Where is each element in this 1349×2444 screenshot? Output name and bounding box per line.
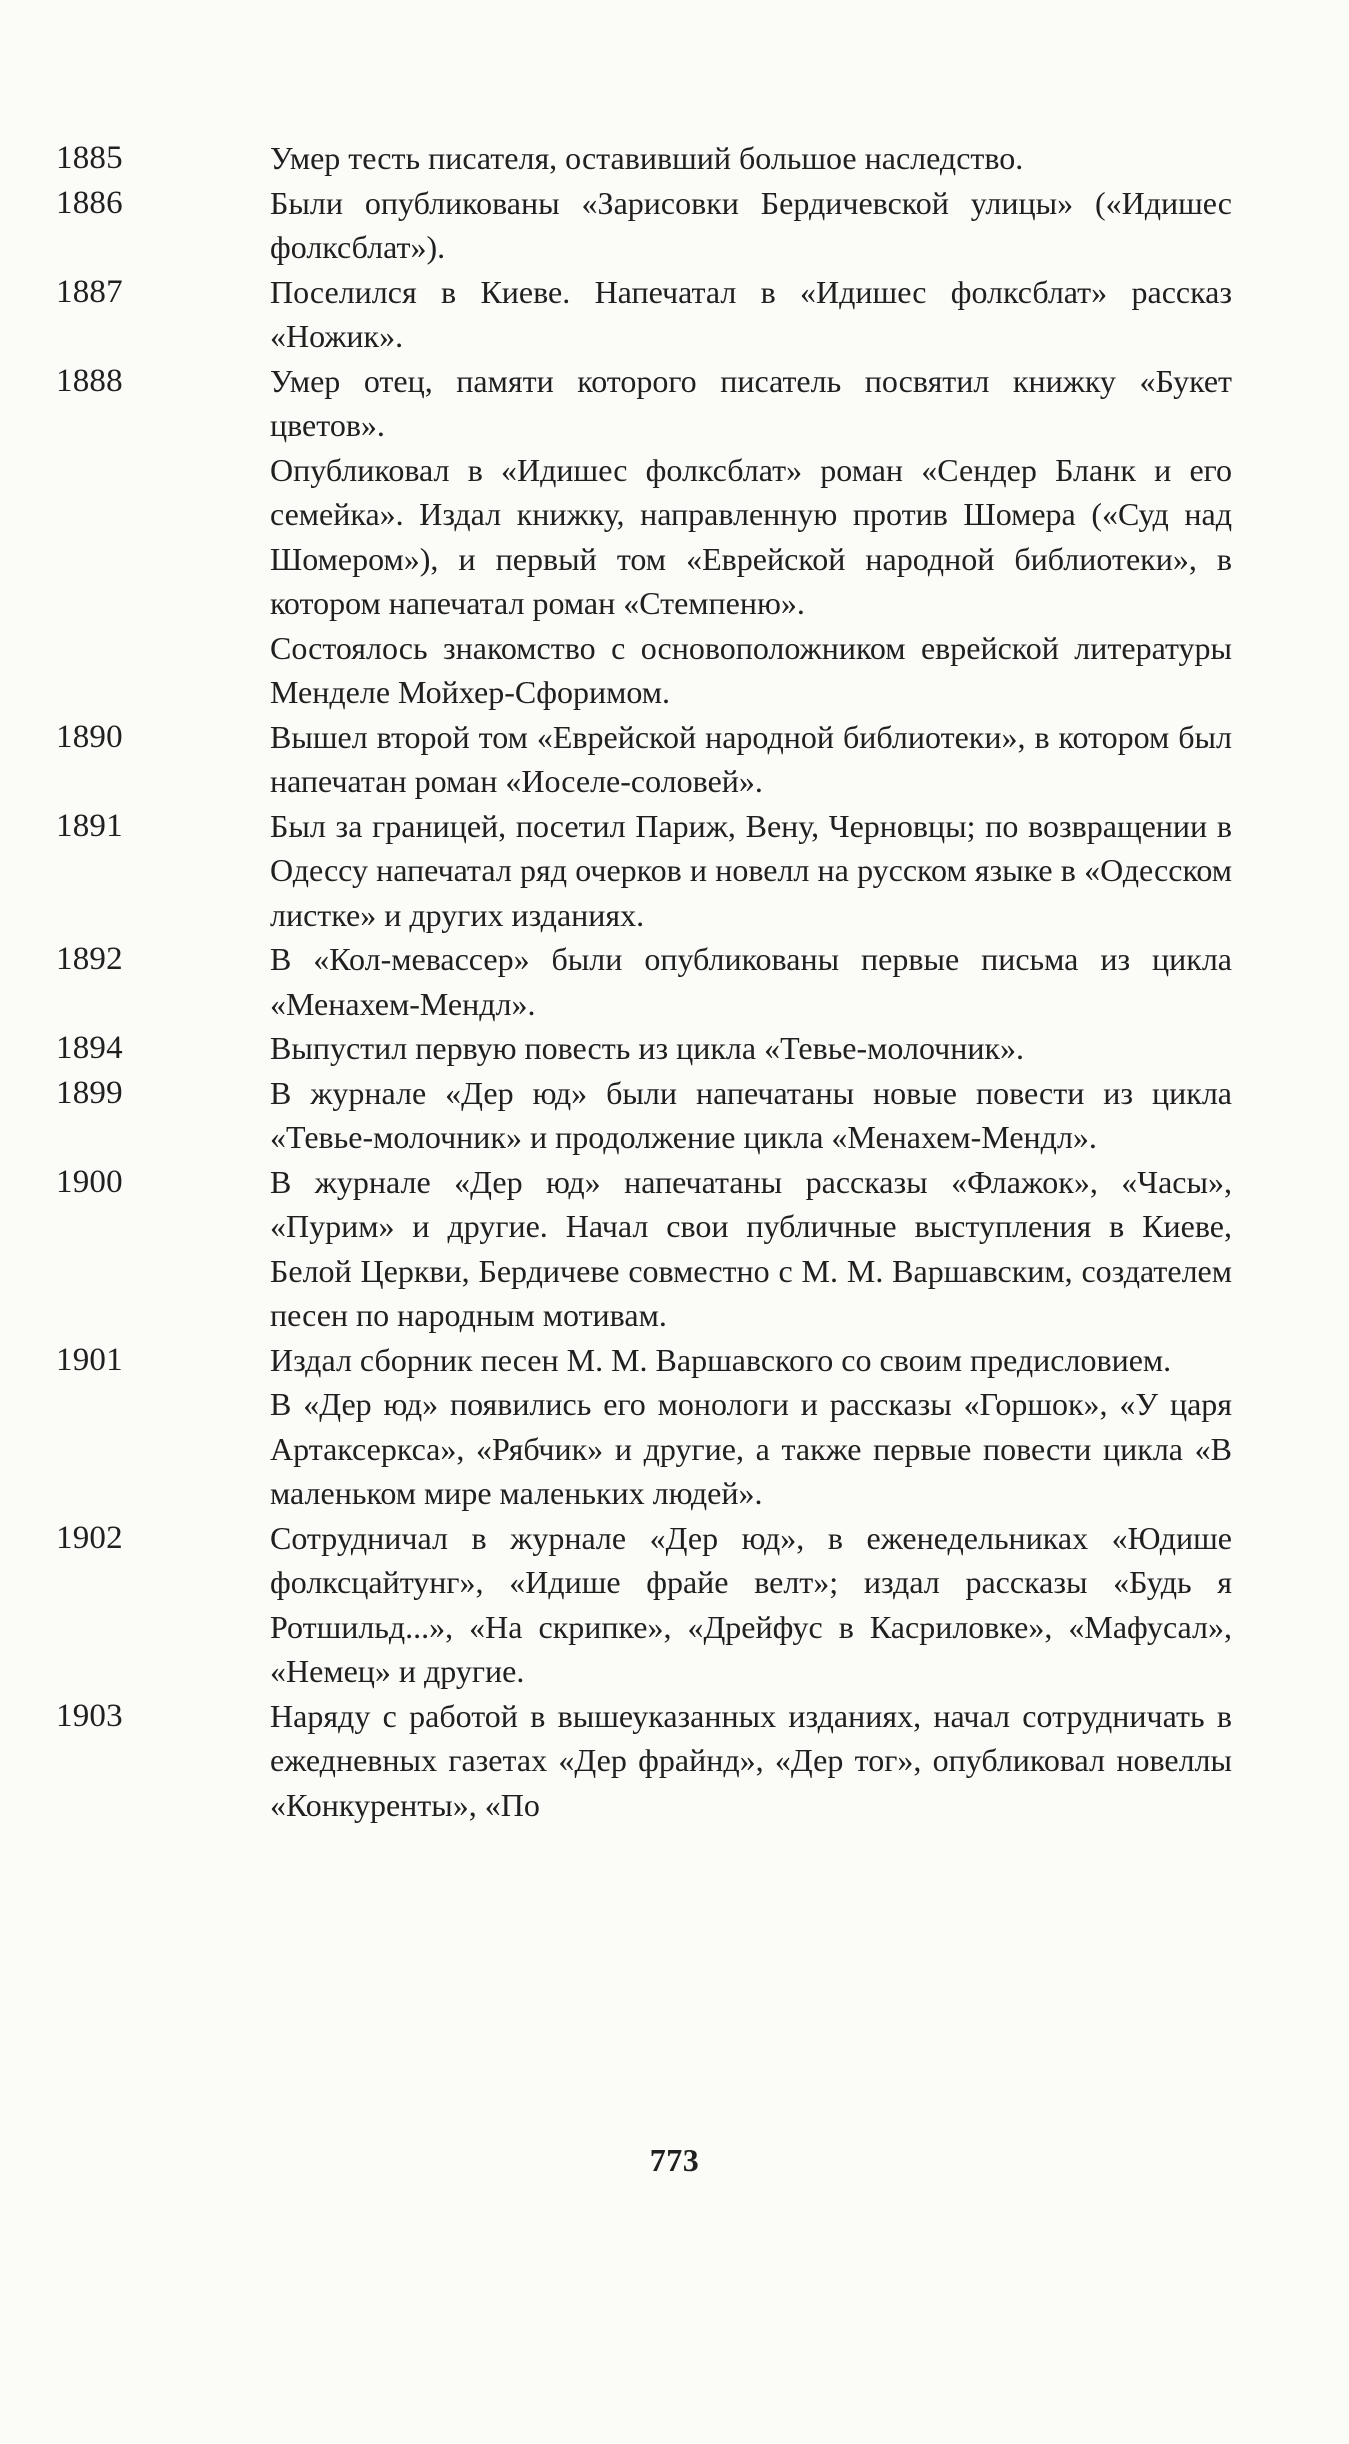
entry-paragraph: В журнале «Дер юд» напечатаны рассказы «Флажок», «Часы», «Пурим» и другие. Начал свои публичные выступления в Киеве, Белой Церкви, Бердичеве совместно с М. М. Варшавским, создателем песен по народным мотивам. <box>270 1163 1232 1333</box>
entry-paragraph: Наряду с работой в вышеуказанных изданиях, начал сотрудничать в ежедневных газетах «Дер фрайнд», «Дер тог», опубликовал новеллы «Конкуренты», «По <box>270 1697 1232 1823</box>
chronology-entry <box>56 359 1246 715</box>
entry-text <box>270 1338 1232 1516</box>
chronology-entry <box>56 270 1246 359</box>
chronology-entry <box>56 1071 1246 1160</box>
entry-text <box>270 1160 1232 1338</box>
entry-text <box>270 270 1232 359</box>
entry-year: 1903 <box>56 1697 123 1734</box>
chronology-entry <box>56 1516 1246 1694</box>
entry-paragraph: В журнале «Дер юд» были напечатаны новые повести из цикла «Тевье-молочник» и продолжение цикла «Менахем-Мендл». <box>270 1074 1232 1155</box>
entry-year: 1890 <box>56 718 123 755</box>
entry-year: 1885 <box>56 140 123 176</box>
entry-text <box>270 1026 1232 1071</box>
entry-paragraph: Умер тесть писателя, оставивший большое наследство. <box>270 140 1024 176</box>
entry-year: 1900 <box>56 1163 123 1200</box>
entry-text <box>270 181 1232 270</box>
entry-text <box>270 136 1232 181</box>
entry-paragraph: Состоялось знакомство с основоположником еврейской литературы Менделе Мойхер-Сфоримом. <box>270 629 1232 710</box>
entry-text <box>270 715 1232 804</box>
entry-text <box>270 804 1232 938</box>
entry-text <box>270 937 1232 1026</box>
entry-text <box>270 1694 1232 1828</box>
entry-year: 1894 <box>56 1030 123 1066</box>
entry-paragraph: Вышел второй том «Еврейской народной библиотеки», в котором был напечатан роман «Иоселе-соловей». <box>270 718 1232 799</box>
chronology-entry <box>56 181 1246 270</box>
entry-year: 1887 <box>56 273 123 310</box>
entry-year: 1892 <box>56 941 123 977</box>
chronology-entry <box>56 1694 1246 1828</box>
entry-text <box>270 1071 1232 1160</box>
entry-paragraph: Опубликовал в «Идишес фолксблат» роман «Сендер Бланк и его семейка». Издал книжку, направленную против Шомера («Суд над Шомером»), и первый том «Еврейской народной библиотеки», в котором напечатал роман «Стемпеню». <box>270 451 1232 621</box>
entry-paragraph: Были опубликованы «Зарисовки Бердичевской улицы» («Идишес фолксблат»). <box>270 184 1232 265</box>
entry-paragraph: Был за границей, посетил Париж, Вену, Черновцы; по возвращении в Одессу напечатал ряд очерков и новелл на русском языке в «Одесском листке» и других изданиях. <box>270 807 1232 933</box>
entry-paragraph: Поселился в Киеве. Напечатал в «Идишес фолксблат» рассказ «Ножик». <box>270 273 1232 354</box>
page-number: 773 <box>649 2142 700 2178</box>
entry-paragraph: Умер отец, памяти которого писатель посвятил книжку «Букет цветов». <box>270 362 1232 443</box>
entry-text <box>270 359 1232 715</box>
entry-year: 1901 <box>56 1341 123 1378</box>
entry-year: 1886 <box>56 184 123 221</box>
entry-text <box>270 1516 1232 1694</box>
entry-year: 1888 <box>56 362 123 399</box>
entry-paragraph: Издал сборник песен М. М. Варшавского со своим предисловием. <box>270 1341 1172 1378</box>
chronology-entry <box>56 1160 1246 1338</box>
chronology-list <box>56 136 1246 1827</box>
entry-paragraph: В «Кол-мевассер» были опубликованы первые письма из цикла «Менахем-Мендл». <box>270 941 1232 1022</box>
chronology-entry <box>56 1026 1246 1071</box>
entry-year: 1891 <box>56 807 123 844</box>
entry-year: 1899 <box>56 1074 123 1111</box>
chronology-entry <box>56 136 1246 181</box>
entry-paragraph: Выпустил первую повесть из цикла «Тевье-молочник». <box>270 1030 1025 1066</box>
entry-paragraph: В «Дер юд» появились его монологи и рассказы «Горшок», «У царя Артаксеркса», «Рябчик» и другие, а также первые повести цикла «В маленьком мире маленьких людей». <box>270 1386 1232 1511</box>
chronology-entry <box>56 1338 1246 1516</box>
chronology-entry <box>56 804 1246 938</box>
chronology-entry <box>56 937 1246 1026</box>
chronology-entry <box>56 715 1246 804</box>
entry-year: 1902 <box>56 1519 123 1556</box>
entry-paragraph: Сотрудничал в журнале «Дер юд», в еженедельниках «Юдише фолксцайтунг», «Идише фрайе велт»; издал рассказы «Будь я Ротшильд...», «На скрипке», «Дрейфус в Касриловке», «Мафусал», «Немец» и другие. <box>270 1519 1232 1689</box>
